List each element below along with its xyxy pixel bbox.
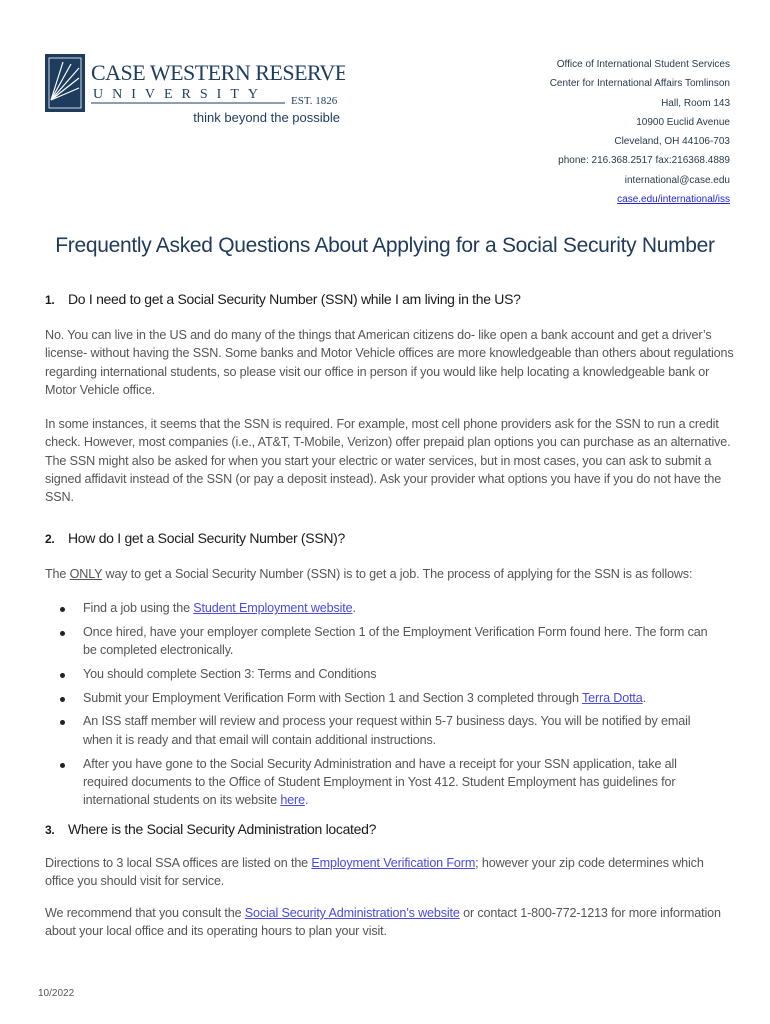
svg-text:CASE WESTERN RESERVE: CASE WESTERN RESERVE <box>91 60 345 85</box>
question-3-heading <box>45 821 376 837</box>
svg-text:UNIVERSITY: UNIVERSITY <box>93 87 267 102</box>
list-item: An ISS staff member will review and process your request within 5-7 business days. You will be notified by email when it is ready and that email will contain additional instructions. <box>45 712 715 749</box>
steps-list <box>45 599 715 815</box>
address-line: Cleveland, OH 44106-703 <box>614 136 730 148</box>
text: Directions to 3 local SSA offices are listed on the <box>45 856 312 870</box>
terra-dotta-link[interactable]: Terra Dotta <box>581 690 643 705</box>
student-employment-link[interactable]: Student Employment website <box>193 601 353 615</box>
question-number: 2. <box>45 532 55 546</box>
here-link[interactable]: here <box>280 793 305 808</box>
question-1-heading <box>45 291 521 307</box>
ssa-website-link[interactable]: Social Security Administration’s website <box>244 906 460 920</box>
question-number: 1. <box>45 293 55 307</box>
text: The <box>45 567 70 581</box>
text: . <box>352 601 356 615</box>
question-text: How do I get a Social Security Number (SSN)? <box>68 530 346 546</box>
list-item <box>45 755 715 810</box>
address-line: Center for International Affairs Tomlinson <box>549 78 730 90</box>
svg-text:think beyond the possible: think beyond the possible <box>193 110 340 125</box>
employment-verification-form-link[interactable]: Employment Verification Form <box>311 856 476 870</box>
q3-paragraph-1 <box>45 854 735 891</box>
text: or contact 1-800-772-1213 for more information about your local office and its operating hours to plan your visit. <box>45 906 721 939</box>
address-line: international@case.edu <box>624 174 730 186</box>
text: ; however your zip code determines which office you should visit for service. <box>45 856 704 889</box>
svg-text:EST. 1826: EST. 1826 <box>291 95 338 107</box>
iss-website-link[interactable]: case.edu/international/iss <box>617 194 730 206</box>
address-line: phone: 216.368.2517 fax:216368.4889 <box>558 155 730 167</box>
page-title: Frequently Asked Questions About Applying for a Social Security Number <box>55 234 715 257</box>
list-item: Once hired, have your employer complete Section 1 of the Employment Verification Form found here. The form can be completed electronically. <box>45 623 715 660</box>
footer-date: 10/2022 <box>38 988 75 999</box>
text: . <box>304 793 309 808</box>
address-line: Office of International Student Services <box>556 59 730 70</box>
question-2-heading <box>45 530 345 546</box>
text: We recommend that you consult the <box>45 906 245 920</box>
list-item <box>45 599 715 617</box>
q1-paragraph-2: In some instances, it seems that the SSN is required. For example, most cell phone providers ask for the SSN to run a credit check. However, most companies (i.e., AT&T, T-Mobile, Verizon) offer prepaid plan options you can purchase as an alternative. The SSN might also be asked for when you start your electric or water services, but in most cases, you can ask to submit a signed affidavit instead of the SSN (or pay a deposit instead). Ask your provider what options you have if you do not have the SSN. <box>45 417 731 505</box>
address-line: Hall, Room 143 <box>661 97 730 109</box>
list-item <box>45 689 715 707</box>
address-line: 10900 Euclid Avenue <box>636 116 730 128</box>
office-address <box>550 55 730 209</box>
q1-paragraph-1: No. You can live in the US and do many of the things that American citizens do- like open a bank account and get a driver’s license- without having the SSN. Some banks and Motor Vehicle offices are more knowledgeable than others about regulations regarding international students, so please visit our office in person if you would like help locating a knowledgeable bank or Motor Vehicle office. <box>45 328 734 397</box>
question-text: Do I need to get a Social Security Number (SSN) while I am living in the US? <box>68 291 521 307</box>
question-text: Where is the Social Security Administration located? <box>68 821 377 837</box>
university-logo <box>45 54 345 126</box>
q3-paragraph-2 <box>45 904 735 941</box>
list-item: You should complete Section 3: Terms and Conditions <box>45 665 715 683</box>
text: Find a job using the <box>83 601 194 615</box>
text: way to get a Social Security Number (SSN) is to get a job. The process of applying for the SSN is as follows: <box>102 567 693 581</box>
emphasis: ONLY <box>69 567 103 581</box>
text: Submit your Employment Verification Form with Section 1 and Section 3 completed through <box>83 690 582 705</box>
question-number: 3. <box>45 823 55 837</box>
text: After you have gone to the Social Security Administration and have a receipt for your SSN application, take all required documents to the Office of Student Employment in Yost 412. Student Employment has guidelines for international students on its website <box>83 756 677 808</box>
q2-intro <box>45 565 735 583</box>
text: . <box>642 690 646 705</box>
